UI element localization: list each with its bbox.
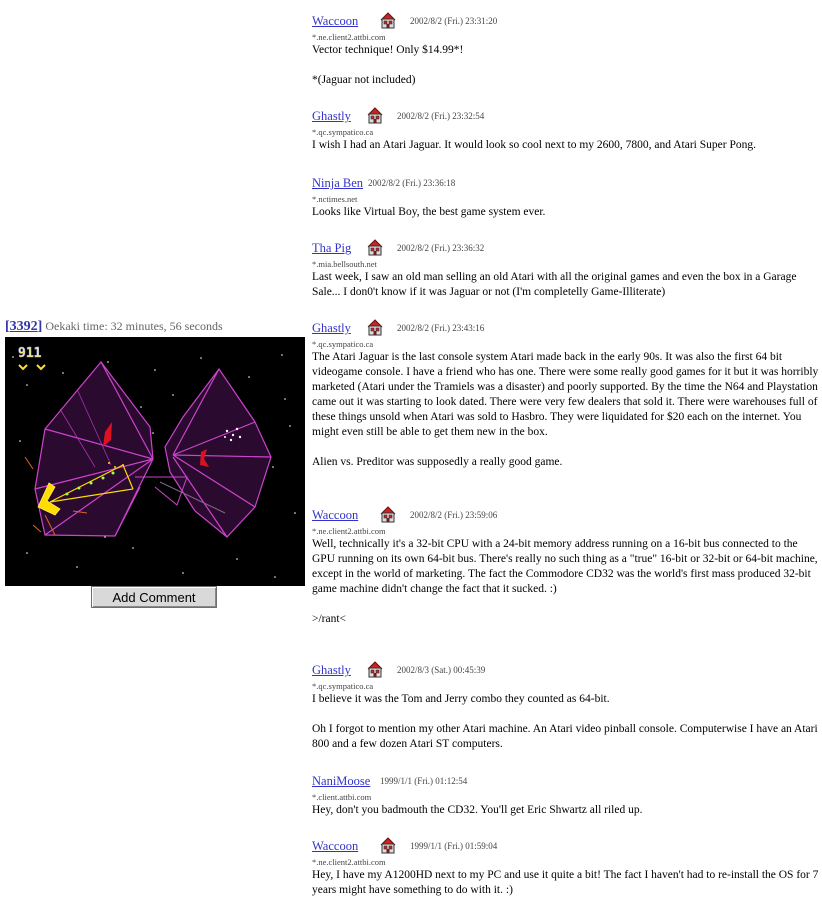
- home-icon[interactable]: [367, 661, 383, 678]
- comment-body: I wish I had an Atari Jaguar. It would look so cool next to my 2600, 7800, and Atari Super Pong.: [312, 139, 756, 151]
- comment-host: *.qc.sympatico.ca: [312, 127, 374, 137]
- score-readout: 911: [18, 346, 42, 361]
- comment-host: *.ne.client2.attbi.com: [312, 32, 386, 42]
- comment-3: [312, 174, 820, 220]
- commenter-name-link[interactable]: Waccoon: [312, 839, 359, 853]
- home-icon[interactable]: [367, 107, 383, 124]
- comment-header: [312, 837, 820, 857]
- comment-host: *.mia.bellsouth.net: [312, 259, 377, 269]
- comment-header: [312, 772, 820, 792]
- comment-body: Hey, I have my A1200HD next to my PC and use it quite a bit! The fact I haven't had to re-install the OS for 7 years might have something to do with it. :): [312, 869, 819, 896]
- comment-date: 1999/1/1 (Fri.) 01:59:04: [410, 841, 498, 851]
- comment-date: 2002/8/2 (Fri.) 23:59:06: [410, 510, 498, 520]
- comment-5: [312, 319, 820, 470]
- comment-date: 2002/8/2 (Fri.) 23:32:54: [397, 111, 485, 121]
- add-comment-button[interactable]: Add Comment: [91, 586, 217, 608]
- commenter-name-link[interactable]: NaniMoose: [312, 774, 371, 788]
- commenter-name-link[interactable]: Waccoon: [312, 14, 359, 28]
- comment-host: *.ne.client2.attbi.com: [312, 857, 386, 867]
- comment-header: [312, 319, 820, 339]
- picture-header: [5, 318, 305, 335]
- comment-header: [312, 506, 820, 526]
- comment-body: Last week, I saw an old man selling an old Atari with all the original games and even the box in a Garage Sale... I don0't know if it was Jaguar or not (I'm completelly Game-Illiterate): [312, 271, 797, 298]
- picture-id-link[interactable]: 3392: [9, 319, 38, 334]
- comment-header: [312, 239, 820, 259]
- comment-body: Hey, don't you badmouth the CD32. You'll get Eric Shwartz all riled up.: [312, 804, 643, 816]
- comment-body: Well, technically it's a 32-bit CPU with a 24-bit memory address running on a 16-bit bus connected to the GPU running on its own 64-bit bus. There's really no such thing as a "true" 16-bit or 32-bit or 64-bit machine, except in the world of marketing. The fact the Commodore CD32 was the world's first mass produced 32-bit game machine didn't change the fact that it sucked. :) >/rant<: [312, 538, 818, 625]
- comment-body: I believe it was the Tom and Jerry combo they counted as 64-bit. Oh I forgot to mention my other Atari machine. An Atari video pinball console. Computerwise I have an Atari 800 and a few dozen Atari ST computers.: [312, 693, 818, 750]
- home-icon[interactable]: [367, 319, 383, 336]
- commenter-name-link[interactable]: Ghastly: [312, 109, 351, 123]
- picture-id-open-bracket: [: [5, 319, 10, 334]
- comment-2: [312, 107, 820, 153]
- oekaki-drawing: [5, 337, 305, 586]
- comment-host: *.ne.client2.attbi.com: [312, 526, 386, 536]
- comment-date: 2002/8/2 (Fri.) 23:36:18: [368, 178, 456, 188]
- comment-8: [312, 772, 820, 818]
- comment-date: 2002/8/3 (Sat.) 00:45:39: [397, 665, 486, 675]
- commenter-name-link[interactable]: Tha Pig: [312, 241, 352, 255]
- home-icon[interactable]: [380, 506, 396, 523]
- comment-date: 2002/8/2 (Fri.) 23:36:32: [397, 243, 485, 253]
- commenter-name-link[interactable]: Waccoon: [312, 508, 359, 522]
- comment-body: Vector technique! Only $14.99*! *(Jaguar not included): [312, 44, 464, 86]
- home-icon[interactable]: [367, 239, 383, 256]
- picture-panel: [5, 318, 305, 605]
- commenter-name-link[interactable]: Ghastly: [312, 663, 351, 677]
- comment-host: *.client.attbi.com: [312, 792, 372, 802]
- commenter-name-link[interactable]: Ninja Ben: [312, 176, 364, 190]
- right-tube: [165, 369, 271, 537]
- comment-header: [312, 107, 820, 127]
- comment-7: [312, 661, 820, 752]
- comment-1: [312, 12, 820, 88]
- lives-icons: [19, 365, 45, 369]
- comment-host: *.qc.sympatico.ca: [312, 681, 374, 691]
- home-icon[interactable]: [380, 12, 396, 29]
- picture-id-close-bracket: ]: [37, 319, 43, 334]
- comment-4: [312, 239, 820, 300]
- comment-header: [312, 661, 820, 681]
- oekaki-time: Oekaki time: 32 minutes, 56 seconds: [45, 319, 223, 333]
- comment-header: [312, 12, 820, 32]
- commenter-name-link[interactable]: Ghastly: [312, 321, 351, 335]
- home-icon[interactable]: [380, 837, 396, 854]
- comment-date: 1999/1/1 (Fri.) 01:12:54: [380, 776, 468, 786]
- comment-9: [312, 837, 820, 898]
- comment-host: *.nctimes.net: [312, 194, 358, 204]
- comment-body: Looks like Virtual Boy, the best game system ever.: [312, 206, 546, 218]
- comment-date: 2002/8/2 (Fri.) 23:31:20: [410, 16, 498, 26]
- comment-header: [312, 174, 820, 194]
- comment-date: 2002/8/2 (Fri.) 23:43:16: [397, 323, 485, 333]
- comment-6: [312, 506, 820, 627]
- comment-body: The Atari Jaguar is the last console system Atari made back in the early 90s. It was also the first 64 bit videogame console. I have a friend who has one. There were some really good games for it but it was horribly marketed (Atari under the Tramiels was a disaster) and poorly supported. By the time the N64 and Playstation came out it was starting to look dated. There were very few dealers that sold it. There were warehouses full of these things unsold when Atari was sold to Hasbro. They were liquidated for $20 each on the internet. You might even still be able to get them new in the box. Alien vs. Preditor was supposedly a really good game.: [312, 351, 819, 468]
- comment-host: *.qc.sympatico.ca: [312, 339, 374, 349]
